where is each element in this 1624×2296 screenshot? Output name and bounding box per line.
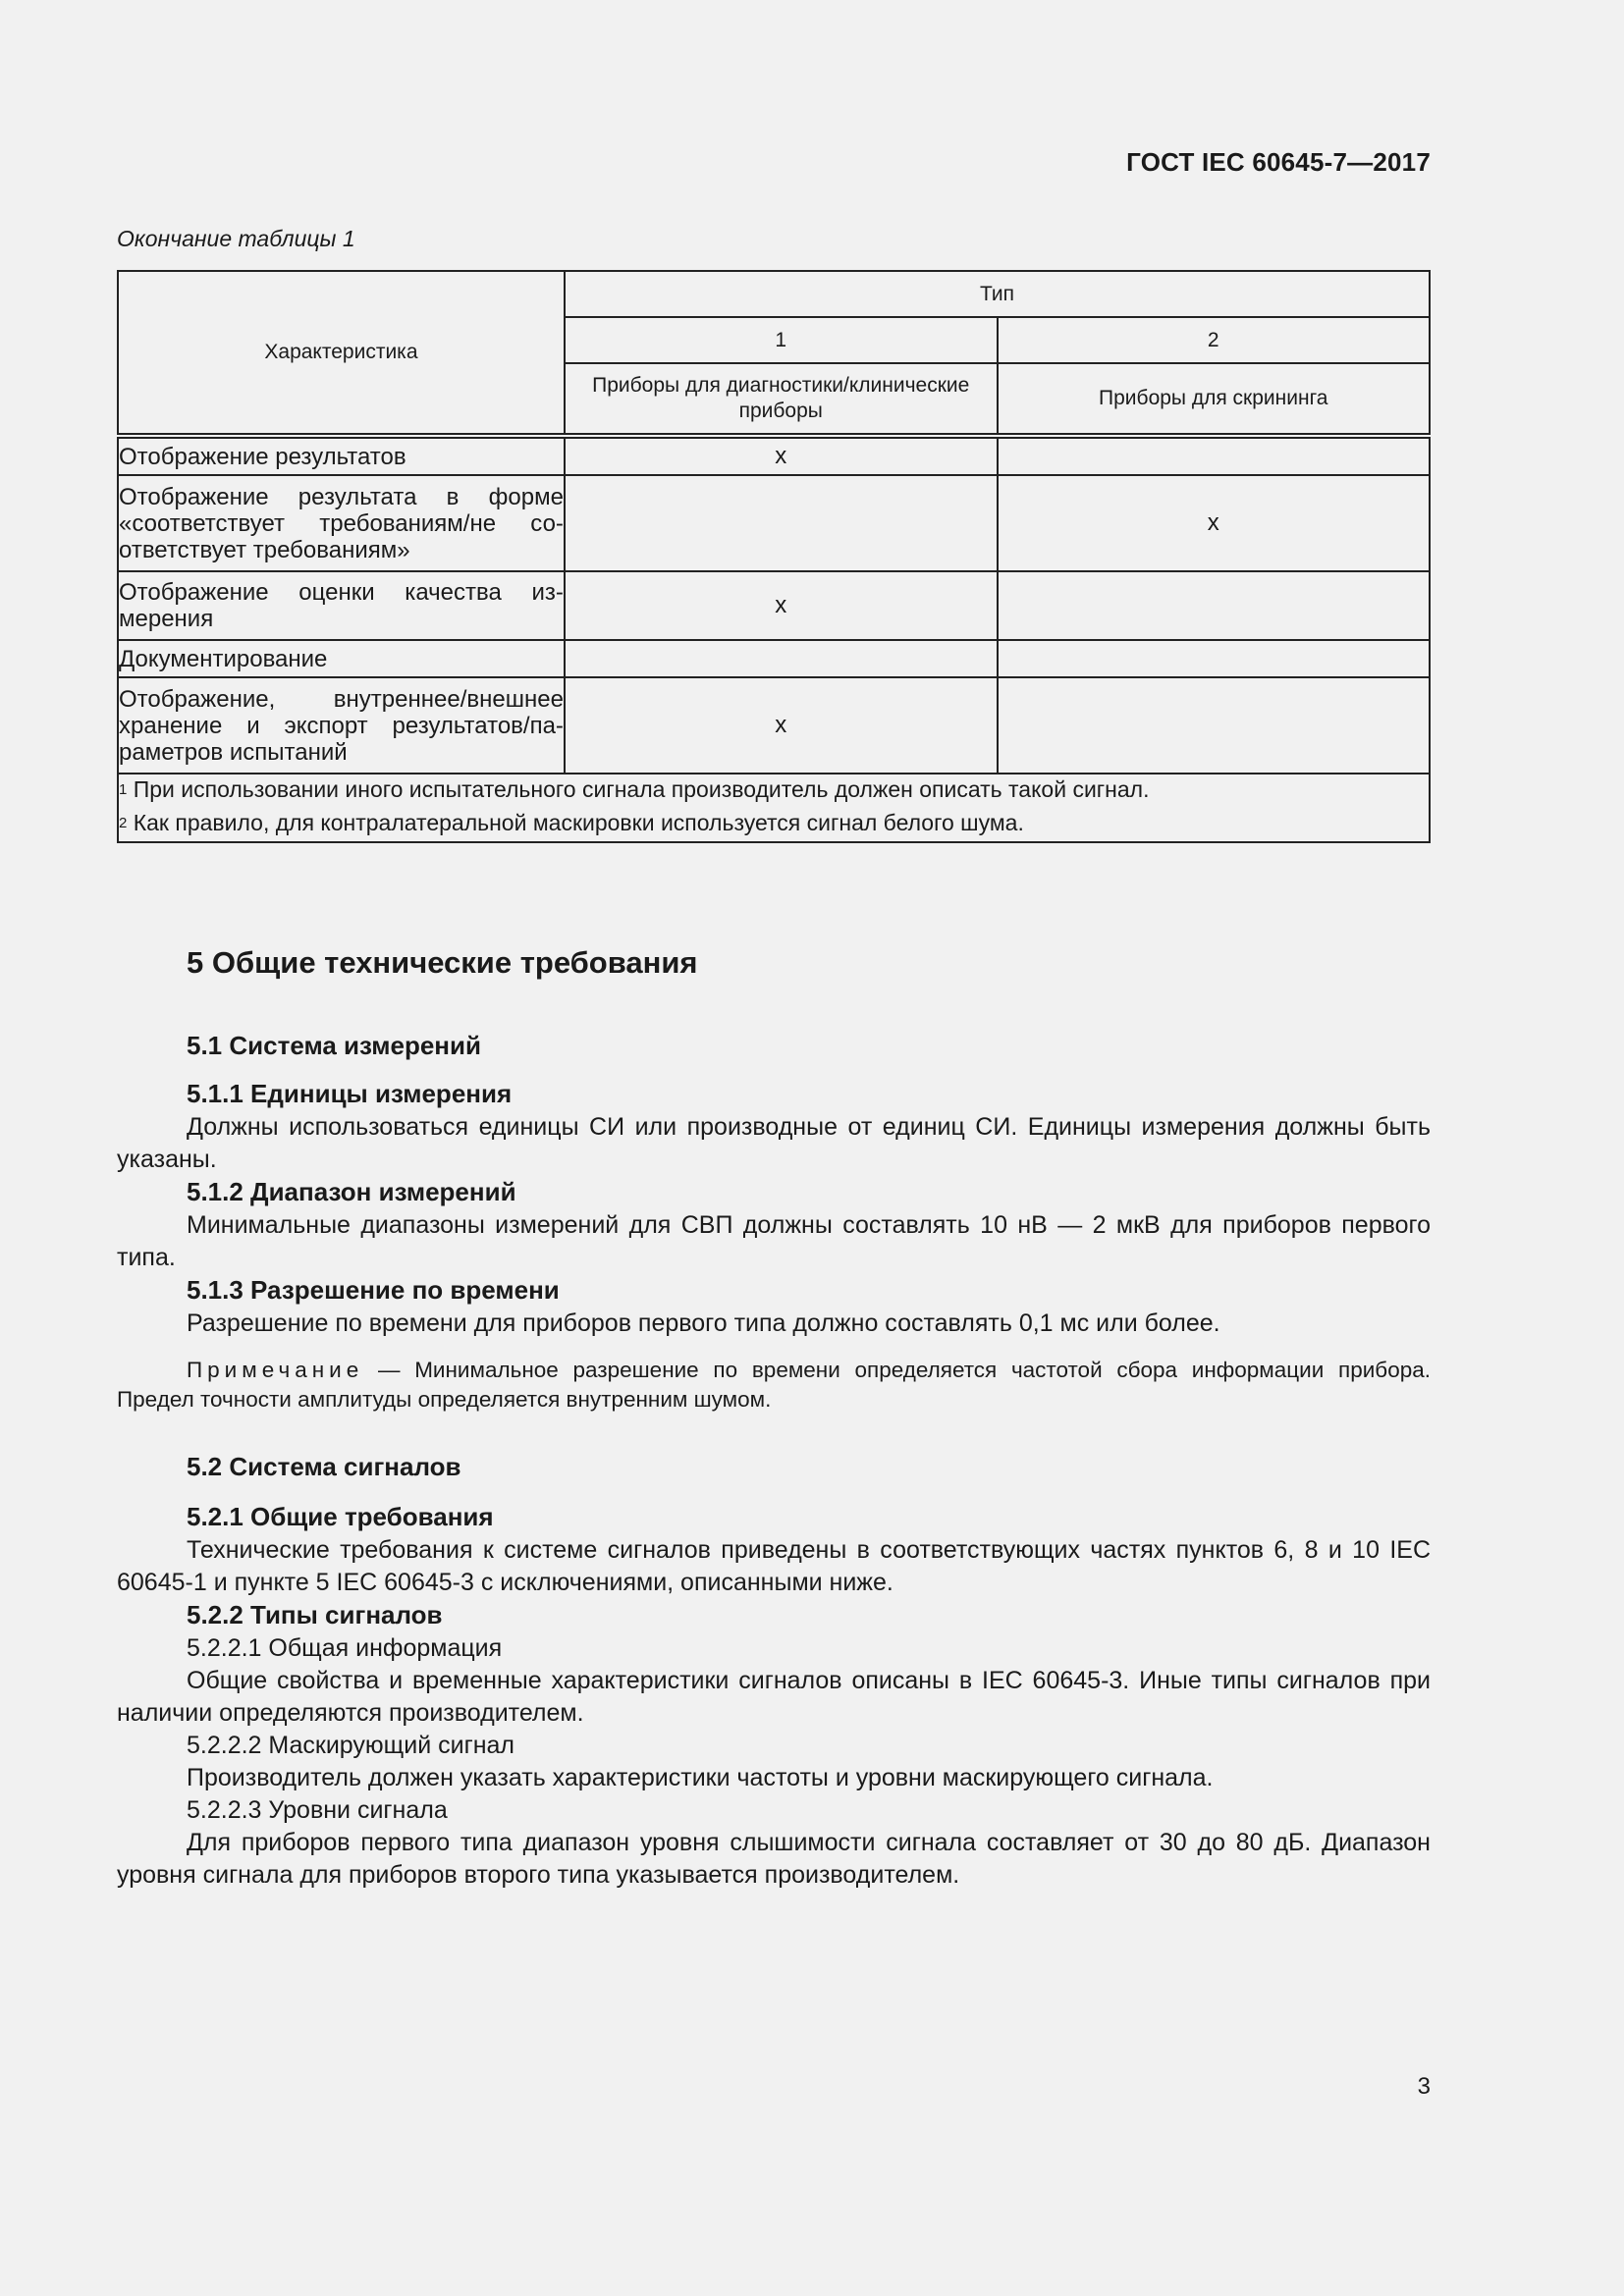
heading-5-1: 5.1 Система измерений <box>187 1031 481 1060</box>
row-type-2-mark <box>998 677 1430 774</box>
row-type-1-mark <box>565 475 998 571</box>
note-number: 1 <box>119 781 128 798</box>
table-caption: Окончание таблицы 1 <box>117 226 355 251</box>
row-type-1-mark: х <box>565 571 998 640</box>
characteristics-table <box>117 270 1431 843</box>
header-type-1-number: 1 <box>565 317 998 363</box>
row-type-2-mark <box>998 571 1430 640</box>
paragraph-5-1-3: Разрешение по времени для приборов первого типа должно составлять 0,1 мс или более. <box>187 1309 1220 1337</box>
table-row <box>118 640 1430 677</box>
heading-5-1-3: 5.1.3 Разрешение по времени <box>187 1275 560 1305</box>
row-type-1-mark: х <box>565 436 998 475</box>
note-number: 2 <box>119 815 128 831</box>
note-5-1-3 <box>117 1356 1431 1415</box>
table-row <box>118 436 1430 475</box>
table-notes-row <box>118 774 1430 842</box>
row-feature: Отображение, внутреннее/внешнее хранение и экспорт результатов/па-раметров испытаний <box>118 677 565 774</box>
table-note <box>119 774 1429 808</box>
note-body: — Минимальное разрешение по времени определяется частотой сбора информации прибора. Предел точности амплитуды определяется внутренним шумом. <box>117 1358 1431 1412</box>
paragraph-5-1-2: Минимальные диапазоны измерений для СВП должны составлять 10 нВ — 2 мкВ для приборов первого типа. <box>117 1211 1431 1271</box>
row-feature: Отображение результатов <box>118 436 565 475</box>
row-type-1-mark: х <box>565 677 998 774</box>
paragraph-5-2-1: Технические требования к системе сигналов приведены в соответствующих частях пунктов 6, 8 и 10 IEC 60645-1 и пункте 5 IEC 60645-3 с исключениями, описанными ниже. <box>117 1536 1431 1596</box>
row-type-2-mark <box>998 640 1430 677</box>
note-text: Как правило, для контралатеральной маскировки используется сигнал белого шума. <box>133 810 1024 835</box>
paragraph-5-2-2-1: Общие свойства и временные характеристики сигналов описаны в IEC 60645-3. Иные типы сигналов при наличии определяются производителем. <box>117 1667 1431 1727</box>
note-label: Примечание <box>187 1358 364 1382</box>
heading-5-2-2: 5.2.2 Типы сигналов <box>187 1600 443 1629</box>
row-type-1-mark <box>565 640 998 677</box>
paragraph-5-2-2-3: Для приборов первого типа диапазон уровня слышимости сигнала составляет от 30 до 80 дБ. Диапазон уровня сигнала для приборов второго типа указывается производителем. <box>117 1829 1431 1889</box>
table-note <box>119 808 1429 841</box>
heading-5-2-1: 5.2.1 Общие требования <box>187 1502 494 1531</box>
table-row <box>118 677 1430 774</box>
header-characteristic: Характеристика <box>118 271 565 436</box>
row-type-2-mark <box>998 436 1430 475</box>
row-feature: Отображение оценки качества из-мерения <box>118 571 565 640</box>
header-type-2-description: Приборы для скрининга <box>998 363 1430 436</box>
table-row <box>118 571 1430 640</box>
heading-5-2: 5.2 Система сигналов <box>187 1452 461 1481</box>
header-type: Тип <box>565 271 1430 317</box>
row-feature: Документирование <box>118 640 565 677</box>
table-row <box>118 475 1430 571</box>
row-feature: Отображение результата в форме «соответствует требованиям/не со-ответствует требованиям» <box>118 475 565 571</box>
heading-5-2-2-1: 5.2.2.1 Общая информация <box>187 1634 503 1662</box>
heading-5-2-2-2: 5.2.2.2 Маскирующий сигнал <box>187 1732 515 1759</box>
heading-5-1-2: 5.1.2 Диапазон измерений <box>187 1177 516 1206</box>
header-type-2-number: 2 <box>998 317 1430 363</box>
heading-5-2-2-3: 5.2.2.3 Уровни сигнала <box>187 1796 448 1824</box>
section-5-title: 5 Общие технические требования <box>187 945 698 980</box>
row-type-2-mark: х <box>998 475 1430 571</box>
header-type-1-description: Приборы для диагностики/клинические приборы <box>565 363 998 436</box>
paragraph-5-2-2-2: Производитель должен указать характеристики частоты и уровни маскирующего сигнала. <box>187 1764 1214 1791</box>
document-number: ГОСТ IEC 60645-7—2017 <box>1126 147 1431 177</box>
table-notes <box>118 774 1430 842</box>
note-text: При использовании иного испытательного сигнала производитель должен описать такой сигнал. <box>133 776 1150 802</box>
paragraph-5-1-1: Должны использоваться единицы СИ или производные от единиц СИ. Единицы измерения должны быть указаны. <box>117 1113 1431 1173</box>
heading-5-1-1: 5.1.1 Единицы измерения <box>187 1079 513 1108</box>
page-number: 3 <box>1417 2073 1431 2100</box>
